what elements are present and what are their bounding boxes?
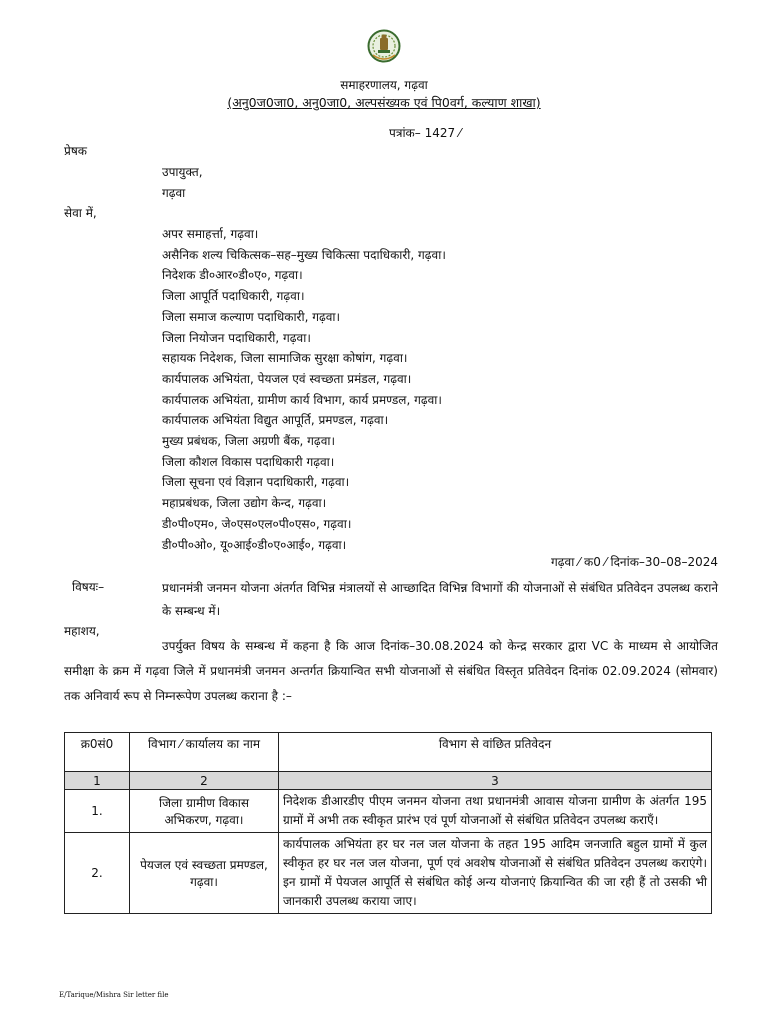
sender-line: गढ़वा: [162, 185, 186, 200]
recipient-item: जिला नियोजन पदाधिकारी, गढ़वा।: [162, 330, 311, 345]
recipient-item: डी०पी०ओ०, यू०आई०डी०ए०आई०, गढ़वा।: [162, 537, 347, 552]
recipient-item: महाप्रबंधक, जिला उद्योग केन्द, गढ़वा।: [162, 496, 327, 511]
subject-text: प्रधानमंत्री जनमन योजना अंतर्गत विभिन्न मंत्रालयों से आच्छादित विभिन्न विभागों की योजनाओं से संबंधित प्रतिवेदन उपलब्ध कराने के सम्बन्ध में।: [162, 581, 718, 618]
salutation: महाशय,: [64, 624, 100, 638]
date-line: गढ़वा ⁄ क0 ⁄ दिनांक–30–08–2024: [551, 555, 718, 569]
table-number-cell: 2: [130, 772, 279, 790]
table-cell-report: कार्यपालक अभियंता हर घर नल जल योजना के तहत 195 आदिम जनजाति बहुल ग्रामों में कुल स्वीकृत हर घर नल जल योजना, पूर्ण एवं अवशेष योजनाओं से संबंधित प्रतिवेदन उपलब्ध कराएंगे। इन ग्रामों में पेयजल आपूर्ति से संबंधित कोई अन्य योजनाएं क्रियान्वित की जा रही हैं तो उसकी भी जानकारी उपलब्ध कराया जाए।: [279, 833, 712, 914]
recipient-item: सहायक निदेशक, जिला सामाजिक सुरक्षा कोषांग, गढ़वा।: [162, 351, 408, 366]
recipient-item: अपर समाहर्त्ता, गढ़वा।: [162, 227, 259, 241]
recipients-list: [162, 224, 446, 555]
office-name: समाहरणालय, गढ़वा: [340, 78, 428, 92]
table-row: [65, 790, 712, 833]
table-header-cell: विभाग ⁄ कार्यालय का नाम: [130, 733, 279, 772]
recipient-item: जिला कौशल विकास पदाधिकारी गढ़वा।: [162, 454, 335, 469]
table-cell-dept: पेयजल एवं स्वच्छता प्रमण्डल, गढ़वा।: [130, 833, 279, 914]
recipient-item: कार्यपालक अभियंता, पेयजल एवं स्वच्छता प्रमंडल, गढ़वा।: [162, 371, 412, 386]
report-table: [64, 732, 712, 914]
recipient-item: निदेशक डी०आर०डी०ए०, गढ़वा।: [162, 268, 303, 283]
table-cell-dept: जिला ग्रामीण विकास अभिकरण, गढ़वा।: [130, 790, 279, 833]
table-row: [65, 833, 712, 914]
table-header-cell: क्र0सं0: [65, 733, 130, 772]
table-header-row: [65, 733, 712, 772]
recipient-item: डी०पी०एम०, जे०एस०एल०पी०एस०, गढ़वा।: [162, 516, 352, 531]
body-paragraph: उपर्युक्त विषय के सम्बन्ध में कहना है कि आज दिनांक–30.08.2024 को केन्द्र सरकार द्वारा VC के माध्यम से आयोजित समीक्षा के क्रम में गढ़वा जिले में प्रधानमंत्री जनमन अन्तर्गत क्रियान्वित सभी योजनाओं से संबंधित विस्तृत प्रतिवेदन दिनांक 02.09.2024 (सोमवार) तक अनिवार्य रूप से निम्नरूपेण उपलब्ध कराना है :–: [64, 639, 718, 703]
table-header-cell: विभाग से वांछित प्रतिवेदन: [279, 733, 712, 772]
recipient-item: कार्यपालक अभियंता विद्युत आपूर्ति, प्रमण्डल, गढ़वा।: [162, 413, 389, 428]
letter-number: पत्रांक– 1427 ⁄: [389, 126, 461, 140]
sender-line: उपायुक्त,: [162, 165, 203, 179]
branch-name: (अनु0ज0जा0, अनु0जा0, अल्पसंख्यक एवं पि0वर्ग, कल्याण शाखा): [227, 95, 541, 110]
state-emblem-icon: [367, 28, 401, 66]
table-number-row: [65, 772, 712, 790]
subject-label: विषयः–: [72, 580, 105, 594]
footer-file-path: E/Tarique/Mishra Sir letter file: [59, 991, 169, 999]
recipients-label: सेवा में,: [64, 206, 97, 220]
recipient-item: मुख्य प्रबंधक, जिला अग्रणी बैंक, गढ़वा।: [162, 434, 336, 449]
table-number-cell: 1: [65, 772, 130, 790]
sender-address: [162, 162, 203, 203]
recipient-item: असैनिक शल्य चिकित्सक–सह–मुख्य चिकित्सा पदाधिकारी, गढ़वा।: [162, 247, 446, 262]
recipient-item: कार्यपालक अभियंता, ग्रामीण कार्य विभाग, कार्य प्रमण्डल, गढ़वा।: [162, 392, 442, 407]
table-cell-sno: 2.: [65, 833, 130, 914]
recipient-item: जिला समाज कल्याण पदाधिकारी, गढ़वा।: [162, 309, 341, 324]
sender-label: प्रेषक: [64, 144, 87, 158]
recipient-item: जिला आपूर्ति पदाधिकारी, गढ़वा।: [162, 289, 305, 304]
table-number-cell: 3: [279, 772, 712, 790]
recipient-item: जिला सूचना एवं विज्ञान पदाधिकारी, गढ़वा।: [162, 475, 350, 490]
table-cell-report: निदेशक डीआरडीए पीएम जनमन योजना तथा प्रधानमंत्री आवास योजना ग्रामीण के अंतर्गत 195 ग्रामों में अभी तक स्वीकृत प्रारंभ एवं पूर्ण योजनाओं से संबंधित प्रतिवेदन उपलब्ध कराएँ।: [279, 790, 712, 833]
table-cell-sno: 1.: [65, 790, 130, 833]
